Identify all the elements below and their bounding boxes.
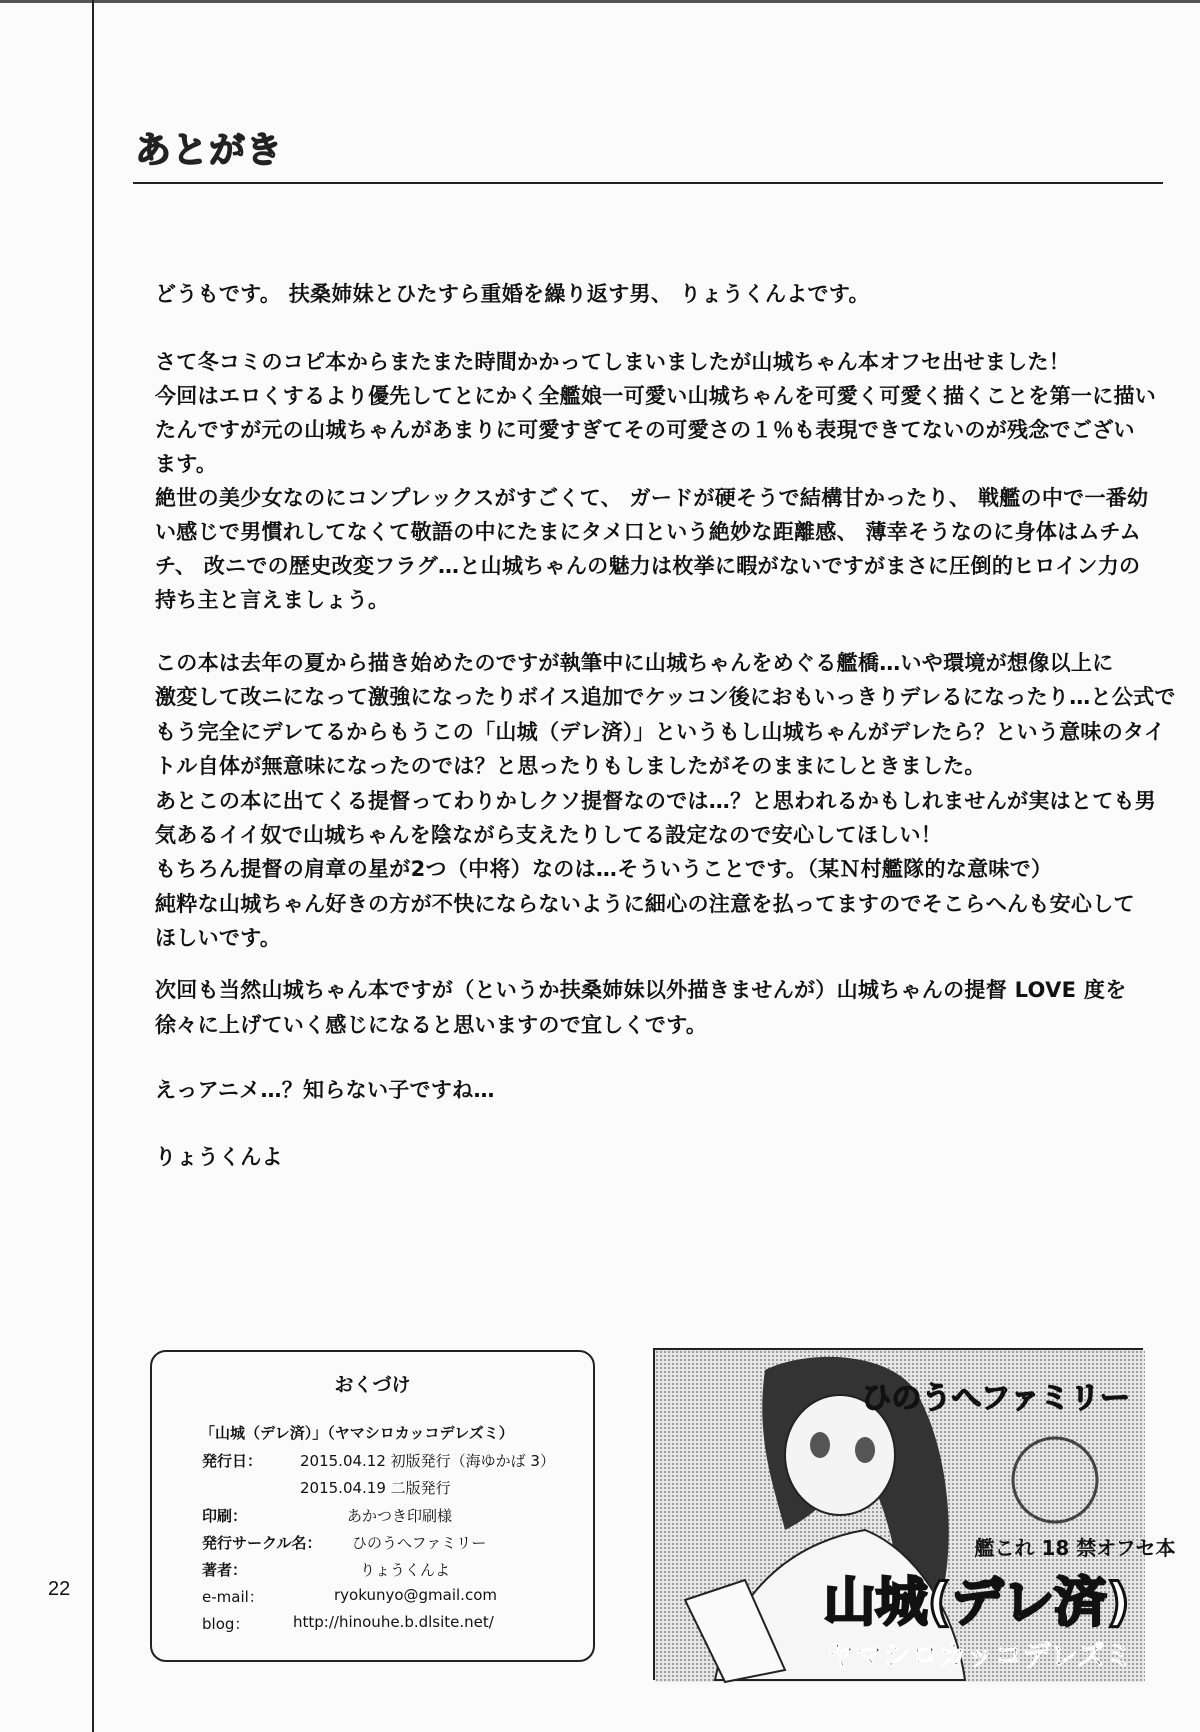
- signature: りょうくんよ: [155, 1145, 283, 1169]
- body-line: ます。: [155, 452, 218, 476]
- body-line: ほしいです。: [155, 926, 282, 950]
- body-line: い感じで男慣れしてなくて敬語の中にたまにタメ口という絶妙な距離感、 薄幸そうなのに身体はムチム: [155, 520, 1141, 544]
- colophon-label-blog: blog：: [202, 1615, 250, 1633]
- body-line: 次回も当然山城ちゃん本ですが（というか扶桑姉妹以外描きませんが）山城ちゃんの提督 LOVE 度を: [155, 978, 1127, 1002]
- colophon-title: おくづけ: [334, 1374, 411, 1396]
- body-line: 徐々に上げていく感じになると思いますので宜しくです。: [155, 1013, 708, 1037]
- colophon-label-email: e-mail：: [202, 1588, 264, 1606]
- promo-tagline: 艦これ 18 禁オフセ本: [974, 1536, 1176, 1560]
- colophon-value-blog[interactable]: http://hinouhe.b.dlsite.net/: [293, 1613, 494, 1631]
- promo-title: 山城(デレ済): [823, 1573, 1130, 1633]
- colophon-value-date2: 2015.04.19 二版発行: [300, 1479, 451, 1497]
- body-line: トル自体が無意味になったのでは？と思ったりもしましたがそのままにしときました。: [155, 754, 986, 778]
- colophon-label-printer: 印刷：: [202, 1507, 248, 1525]
- promo-reading: ヤマシロカッコデレズミ: [826, 1639, 1133, 1672]
- colophon-label-date: 発行日：: [202, 1452, 263, 1470]
- colophon-value-email[interactable]: ryokunyo@gmail.com: [334, 1586, 497, 1604]
- body-line: 絶世の美少女なのにコンプレックスがすごくて、 ガードが硬そうで結構甘かったり、 戦艦の中で一番幼: [155, 486, 1149, 510]
- body-line: 持ち主と言えましょう。: [155, 588, 390, 612]
- body-line: チ、 改ニでの歴史改変フラグ…と山城ちゃんの魅力は枚挙に暇がないですがまさに圧倒的ヒロイン力の: [155, 554, 1141, 578]
- title-rule: [133, 182, 1163, 184]
- colophon-book-title: 「山城（デレ済）」（ヤマシロカッコデレズミ）: [200, 1424, 514, 1442]
- body-line: えっアニメ…？知らない子ですね…: [155, 1078, 495, 1102]
- body-line: もちろん提督の肩章の星が2つ（中将）なのは…そういうことです。（某Ｎ村艦隊的な意味で）: [155, 857, 1053, 881]
- promo-circle-name: ひのうへファミリー: [861, 1381, 1130, 1416]
- colophon-value-circle: ひのうへファミリー: [352, 1534, 487, 1552]
- colophon-value-author: りょうくんよ: [360, 1561, 451, 1579]
- body-line: あとこの本に出てくる提督ってわりかしクソ提督なのでは…？と思われるかもしれませんが実はとても男: [155, 789, 1157, 813]
- colophon-label-circle: 発行サークル名：: [202, 1534, 322, 1552]
- page-top-edge: [0, 0, 1200, 3]
- body-line: さて冬コミのコピ本からまたまた時間かかってしまいましたが山城ちゃん本オフセ出せました！: [155, 350, 1071, 374]
- body-line: 気あるイイ奴で山城ちゃんを陰ながら支えたりしてる設定なので安心してほしい！: [155, 823, 943, 847]
- page-number: 22: [48, 1578, 71, 1600]
- body-line: たんですが元の山城ちゃんがあまりに可愛すぎてその可愛さの１％も表現できてないのが残念でござい: [155, 418, 1135, 442]
- body-line: もう完全にデレてるからもうこの「山城（デレ済）」というもし山城ちゃんがデレたら？という意味のタイ: [155, 720, 1166, 744]
- body-line: どうもです。 扶桑姉妹とひたすら重婚を繰り返す男、 りょうくんよです。: [155, 282, 870, 306]
- promo-illustration: [653, 1348, 1176, 1680]
- colophon-label-author: 著者：: [202, 1561, 248, 1579]
- body-line: 今回はエロくするより優先してとにかく全艦娘一可愛い山城ちゃんを可愛く可愛く描くことを第一に描い: [155, 384, 1157, 408]
- body-line: この本は去年の夏から描き始めたのですが執筆中に山城ちゃんをめぐる艦橋…いや環境が想像以上に: [155, 651, 1114, 675]
- gutter-line: [92, 0, 94, 1732]
- colophon-value-printer: あかつき印刷様: [347, 1507, 453, 1525]
- page-title: あとがき: [135, 130, 284, 171]
- body-line: 激変して改ニになって激強になったりボイス追加でケッコン後におもいっきりデレるになったり…と公式で: [155, 685, 1176, 709]
- body-line: 純粋な山城ちゃん好きの方が不快にならないように細心の注意を払ってますのでそこらへんも安心して: [155, 892, 1135, 916]
- colophon-value-date: 2015.04.12 初版発行（海ゆかば 3）: [300, 1452, 555, 1470]
- manga-illustration: [655, 1350, 1176, 1682]
- colophon-box: [150, 1350, 595, 1662]
